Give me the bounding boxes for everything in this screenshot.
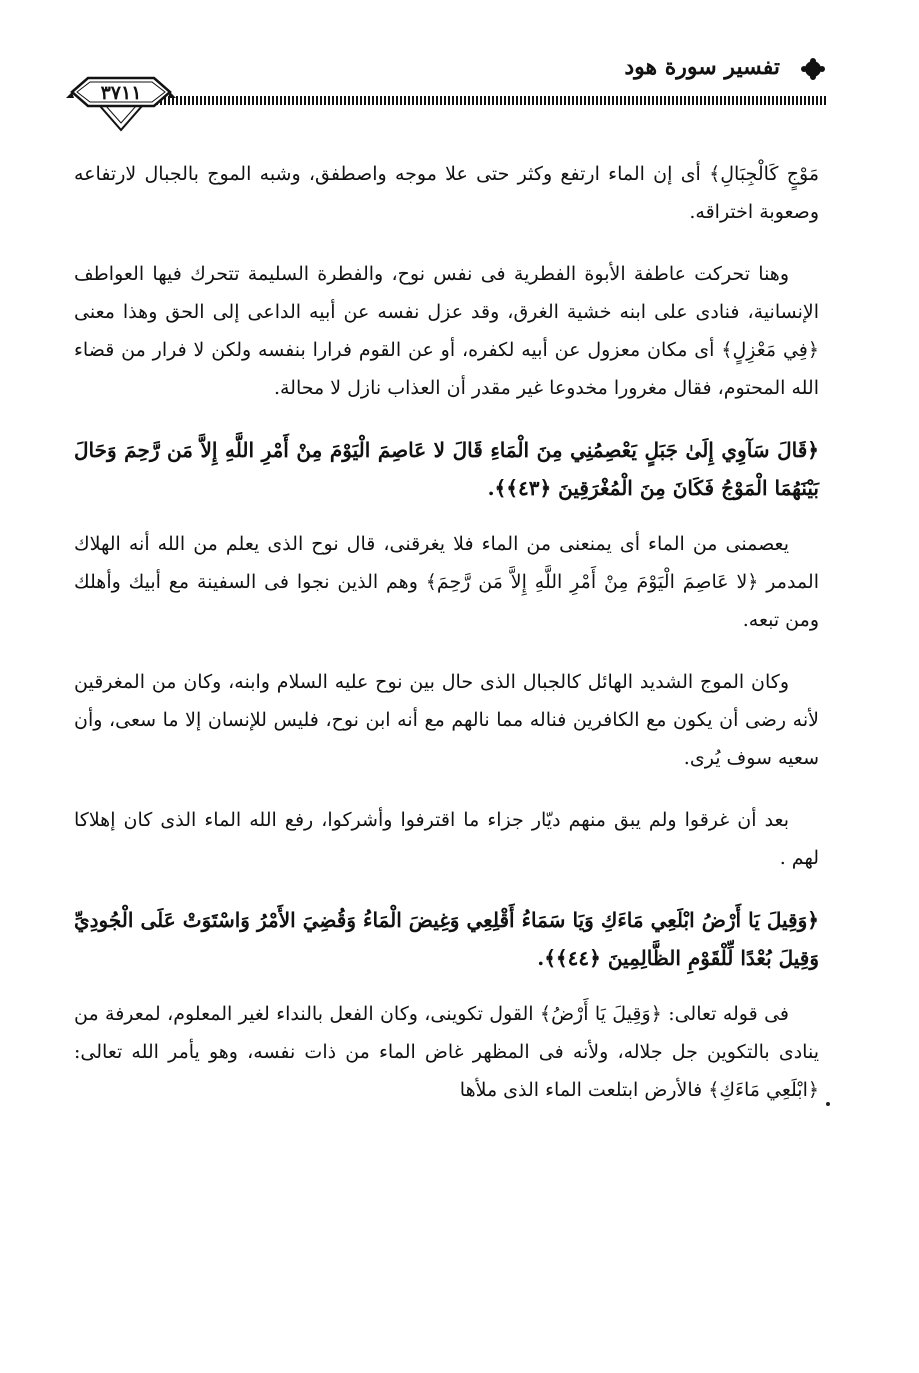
paragraph: مَوْجٍ كَالْجِبَالِ﴾ أى إن الماء ارتفع وكثر حتى علا موجه واصطفق، وشبه الموج بالجبال لارتفاعه وصعوبة اختراقه. [74, 163, 819, 223]
chapter-title: تفسير سورة هود [624, 54, 780, 80]
paragraph: وكان الموج الشديد الهائل كالجبال الذى حال بين نوح عليه السلام وابنه، وكان من المغرقين لأنه رضى أن يكون مع الكافرين فناله مما نالهم مع أنه ابن نوح، فليس للإنسان إلا ما سعى، وأن سعيه سوف يُرى. [74, 671, 819, 769]
paragraph: فى قوله تعالى: ﴿وَقِيلَ يَا أَرْضُ﴾ القول تكوينى، وكان الفعل بالنداء لغير المعلوم، لمعرفة من ينادى بالتكوين جل جلاله، ولأنه فى المظهر غاض الماء من ذات نفسه، وهو يأمر الله تعالى: ﴿ابْلَعِي مَاءَكِ﴾ فالأرض ابتلعت الماء الذى ملأها [74, 1003, 819, 1101]
header-rule [152, 96, 826, 105]
quran-verse: ﴿قَالَ سَآوِي إِلَىٰ جَبَلٍ يَعْصِمُنِي مِنَ الْمَاءِ قَالَ لا عَاصِمَ الْيَوْمَ مِنْ أَمْرِ اللَّهِ إِلاَّ مَن رَّحِمَ وَحَالَ بَيْنَهُمَا الْمَوْجُ فَكَانَ مِنَ الْمُغْرَقِينَ ﴿٤٣﴾﴾. [74, 438, 819, 500]
page-header [40, 52, 840, 142]
paragraph: وهنا تحركت عاطفة الأبوة الفطرية فى نفس نوح، والفطرة السليمة تتحرك فيها العواطف الإنسانية، فنادى على ابنه خشية الغرق، وقد عزل نفسه عن أبيه الداعى إلى الحق وهذا معنى ﴿فِي مَعْزِلٍ﴾ أى مكان معزول عن أبيه لكفره، أو عن القوم فرارا بنفسه ولكن لا فرار من قضاء الله المحتوم، فقال مغرورا مخدوعا غير مقدر أن العذاب نازل لا محالة. [74, 263, 819, 399]
page-body [74, 155, 819, 1133]
page-number: ٣٧١١ [100, 82, 142, 104]
paragraph: يعصمنى من الماء أى يمنعنى من الماء فلا يغرقنى، قال نوح الذى يعلم من الله أنه الهلاك المدمر ﴿لا عَاصِمَ الْيَوْمَ مِنْ أَمْرِ اللَّهِ إِلاَّ مَن رَّحِمَ﴾ وهم الذين نجوا فى السفينة مع أبيك وأهلك ومن تبعه. [74, 533, 819, 631]
flower-ornament-icon [800, 58, 826, 80]
dot-mark [826, 1102, 830, 1106]
quran-verse: ﴿وَقِيلَ يَا أَرْضُ ابْلَعِي مَاءَكِ وَيَا سَمَاءُ أَقْلِعِي وَغِيضَ الْمَاءُ وَقُضِيَ الأَمْرُ وَاسْتَوَتْ عَلَى الْجُودِيِّ وَقِيلَ بُعْدًا لِّلْقَوْمِ الظَّالِمِينَ ﴿٤٤﴾﴾. [74, 908, 819, 970]
paragraph: بعد أن غرقوا ولم يبق منهم ديّار جزاء ما اقترفوا وأشركوا، رفع الله الماء الذى كان إهلاكا لهم . [74, 809, 819, 869]
